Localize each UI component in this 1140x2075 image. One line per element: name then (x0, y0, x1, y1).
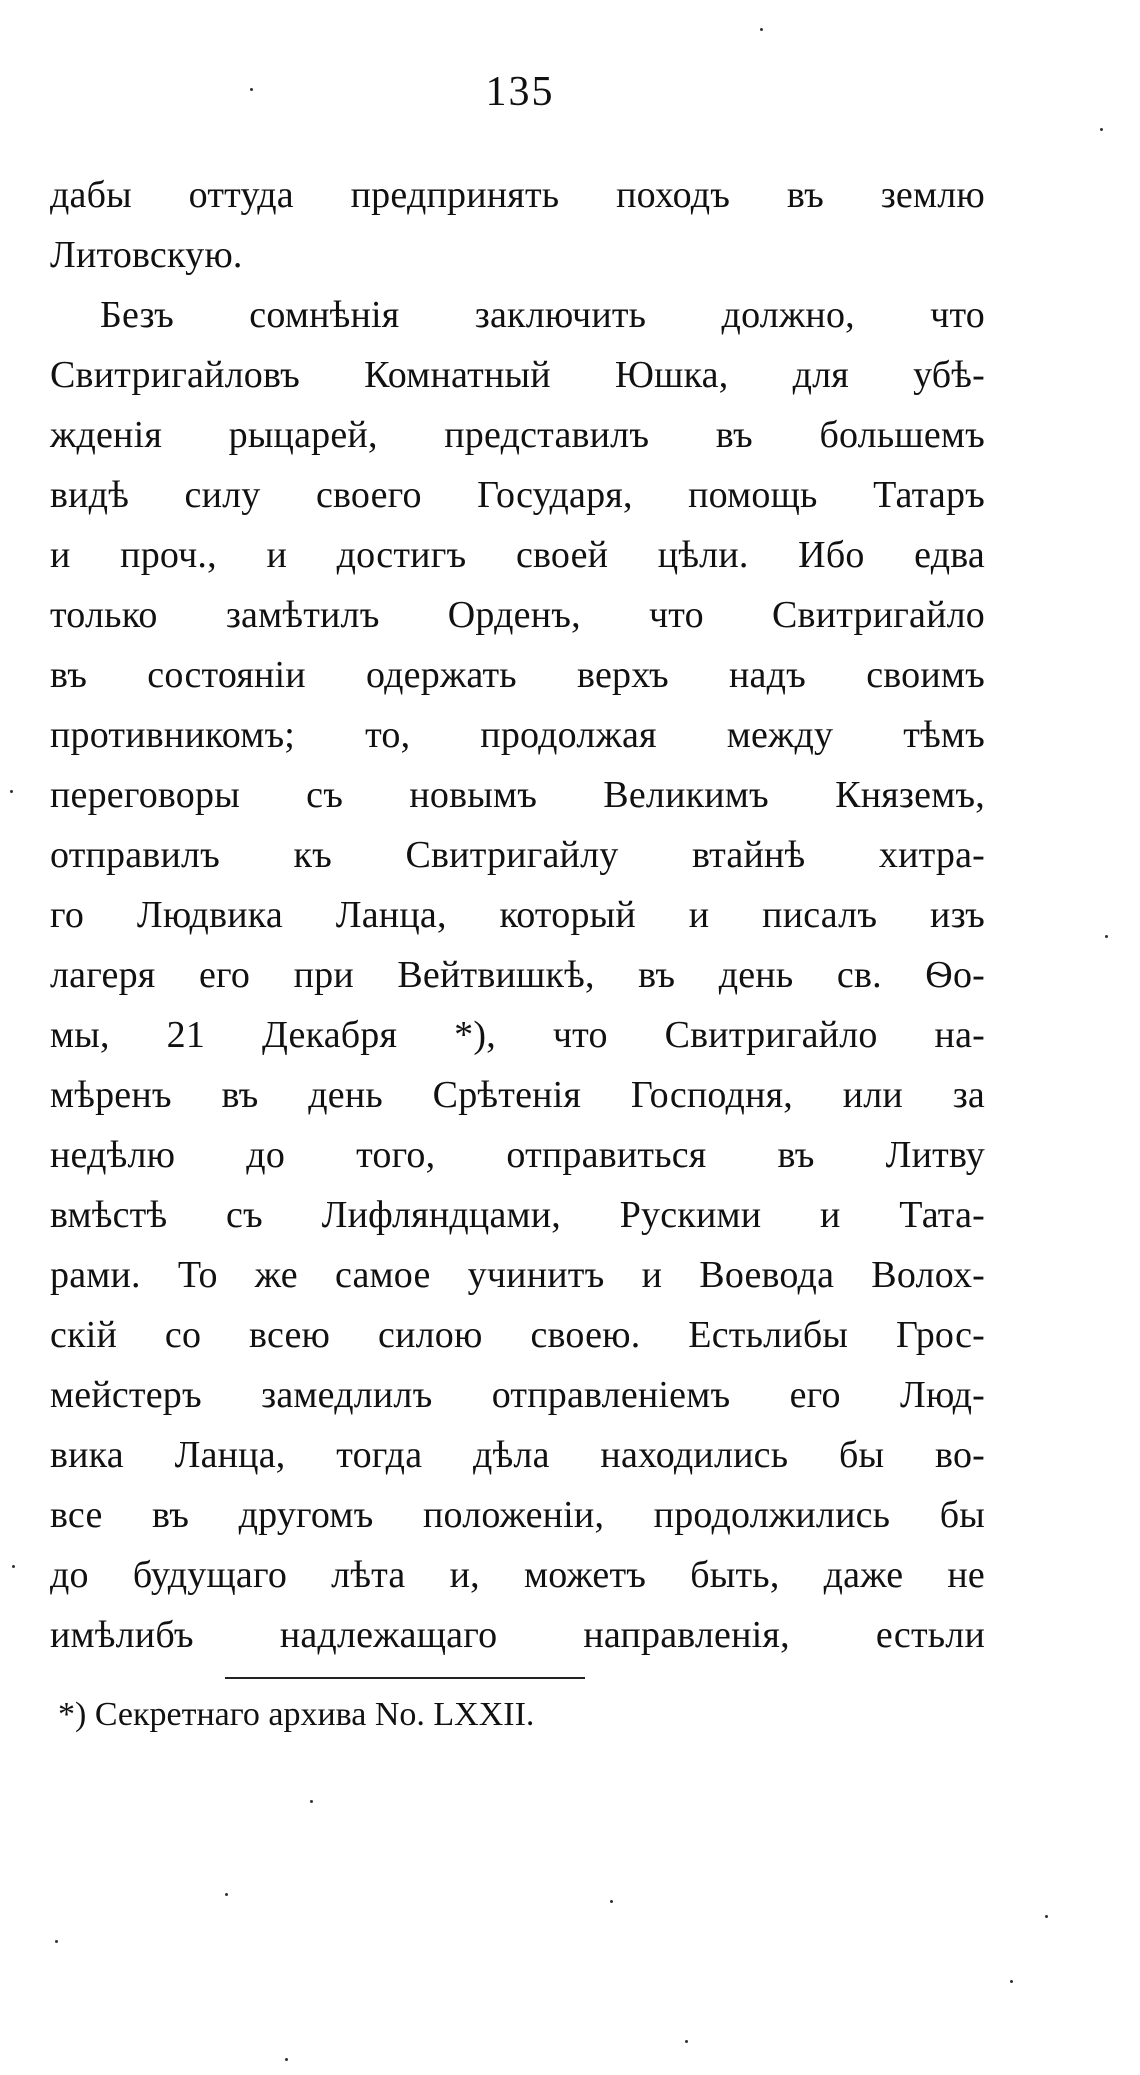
text-line: го Людвика Ланца, который и писалъ изъ (50, 894, 985, 936)
text-line: жденія рыцарей, представилъ въ большемъ (50, 414, 985, 456)
scan-speck (1045, 1915, 1048, 1918)
body-text (50, 165, 985, 1665)
scan-speck (285, 2058, 288, 2061)
text-line: только замѣтилъ Орденъ, что Свитригайло (50, 594, 985, 636)
text-line: Литовскую. (50, 234, 243, 276)
page-number: 135 (485, 69, 555, 115)
scan-speck (1100, 128, 1103, 131)
footnote: *) Секретнаго архива No. LXXII. (58, 1696, 535, 1733)
scan-speck (310, 1800, 313, 1803)
text-line: въ состояніи одержать верхъ надъ своимъ (50, 654, 985, 696)
text-line: видѣ силу своего Государя, помощь Татаръ (50, 474, 985, 516)
text-line: недѣлю до того, отправиться въ Литву (50, 1134, 985, 1176)
scan-speck (760, 28, 763, 31)
text-line: вмѣстѣ съ Лифляндцами, Рускими и Тата- (50, 1194, 985, 1236)
footnote-separator (225, 1677, 585, 1679)
scan-speck (685, 2040, 688, 2043)
text-line: вика Ланца, тогда дѣла находились бы во- (50, 1434, 985, 1476)
text-line: переговоры съ новымъ Великимъ Княземъ, (50, 774, 985, 816)
text-line: скій со всею силою своею. Естьлибы Грос- (50, 1314, 985, 1356)
text-line: противникомъ; то, продолжая между тѣмъ (50, 714, 985, 756)
text-line: мѣренъ въ день Срѣтенія Господня, или за (50, 1074, 985, 1116)
scan-speck (10, 790, 13, 793)
text-line: Безъ сомнѣнія заключить должно, что (100, 294, 985, 336)
text-line: лагеря его при Вейтвишкѣ, въ день св. Ѳо- (50, 954, 985, 996)
text-line: и проч., и достигъ своей цѣли. Ибо едва (50, 534, 985, 576)
scan-speck (250, 88, 253, 91)
text-line: все въ другомъ положеніи, продолжились бы (50, 1494, 985, 1536)
scan-speck (225, 1893, 228, 1896)
scan-speck (12, 1565, 15, 1568)
text-line: рами. То же самое учинитъ и Воевода Волох- (50, 1254, 985, 1296)
text-line: отправилъ къ Свитригайлу втайнѣ хитра- (50, 834, 985, 876)
text-line: мы, 21 Декабря *), что Свитригайло на- (50, 1014, 985, 1056)
text-line: мейстеръ замедлилъ отправленіемъ его Люд- (50, 1374, 985, 1416)
scan-speck (1105, 935, 1108, 938)
text-line: дабы оттуда предпринять походъ въ землю (50, 174, 985, 216)
scan-speck (610, 1900, 613, 1903)
text-line: до будущаго лѣта и, можетъ быть, даже не (50, 1554, 985, 1596)
scan-speck (1010, 1980, 1013, 1983)
text-line: имѣлибъ надлежащаго направленія, естьли (50, 1614, 985, 1656)
scan-speck (55, 1940, 58, 1943)
text-line: Свитригайловъ Комнатный Юшка, для убѣ- (50, 354, 985, 396)
